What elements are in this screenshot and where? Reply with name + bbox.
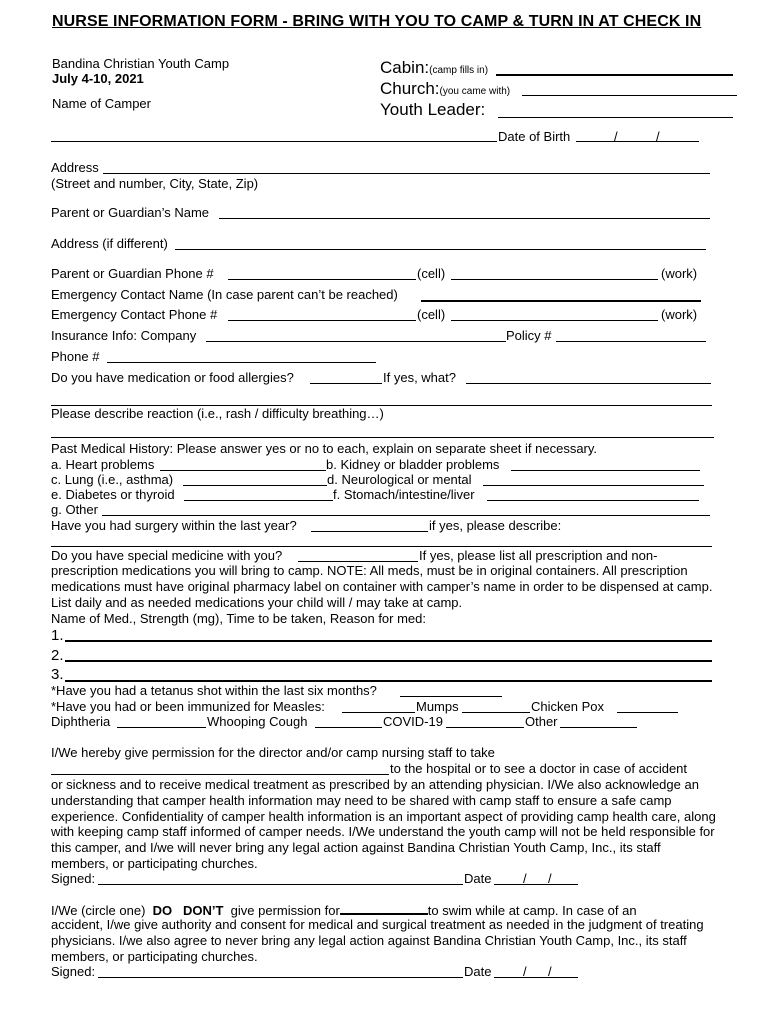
swim-body: accident, I/we give authority and consent for medical and surgical treatment as needed in the judgment of treating physicians. I/we also agree to never bring any legal action against Bandina Christian Youth Camp, Inc., its staff members, or participating churches. — [51, 917, 704, 964]
swim-do-option[interactable]: DO — [152, 903, 173, 918]
mumps-line[interactable] — [462, 712, 530, 713]
dob-slash-1: / — [614, 129, 618, 144]
mumps-label: Mumps — [416, 699, 459, 714]
history-c-label: c. Lung (i.e., asthma) — [51, 472, 174, 487]
diphtheria-label: Diphtheria — [51, 714, 111, 729]
swim-date-slash-1: / — [523, 964, 527, 979]
measles-line[interactable] — [342, 712, 415, 713]
other-immun-line[interactable] — [560, 727, 637, 728]
policy-line[interactable] — [556, 341, 706, 342]
surgery-label: Have you had surgery within the last year? — [51, 518, 297, 533]
dob-slash-2: / — [656, 129, 660, 144]
cabin-field: Cabin:(camp fills in) — [380, 58, 489, 77]
med-1-line[interactable] — [65, 640, 712, 642]
med-2-label: 2. — [51, 647, 64, 664]
address-different-label: Address (if different) — [51, 236, 168, 251]
permission-date-slash-2: / — [548, 871, 552, 886]
permission-date-slash-1: / — [523, 871, 527, 886]
reaction-line[interactable] — [51, 437, 714, 438]
chicken-pox-label: Chicken Pox — [531, 699, 604, 714]
work-label: (work) — [661, 266, 698, 281]
dob-line[interactable] — [576, 141, 699, 142]
address-note: (Street and number, City, State, Zip) — [51, 176, 259, 191]
history-d-line[interactable] — [483, 485, 704, 486]
other-immun-label: Other — [525, 714, 558, 729]
swim-signature-line[interactable] — [98, 977, 463, 978]
history-d-label: d. Neurological or mental — [327, 472, 472, 487]
history-intro: Past Medical History: Please answer yes or no to each, explain on separate sheet if necessary. — [51, 441, 598, 456]
insurance-company-line[interactable] — [206, 341, 506, 342]
phone-label: Phone # — [51, 349, 100, 364]
swim-first-line: I/We (circle one) DO DON’T give permission for to swim while at camp. In case of an — [51, 903, 637, 918]
address-line[interactable] — [103, 173, 710, 174]
history-c-line[interactable] — [183, 485, 327, 486]
surgery-answer-line[interactable] — [311, 531, 428, 532]
history-e-label: e. Diabetes or thyroid — [51, 487, 175, 502]
guardian-cell-line[interactable] — [228, 279, 416, 280]
history-a-line[interactable] — [160, 470, 326, 471]
policy-label: Policy # — [506, 328, 552, 343]
permission-line-1: I/We hereby give permission for the director and/or camp nursing staff to take — [51, 745, 495, 760]
allergies-what-line[interactable] — [466, 383, 711, 384]
surgery-describe-line[interactable] — [51, 546, 712, 547]
address-different-line[interactable] — [175, 249, 706, 250]
address-label: Address — [51, 160, 99, 175]
cell-label: (cell) — [417, 266, 446, 281]
permission-signed-label: Signed: — [51, 871, 96, 886]
medicine-answer-line[interactable] — [298, 561, 418, 562]
permission-date-line[interactable] — [494, 884, 578, 885]
history-f-line[interactable] — [487, 500, 699, 501]
swim-date-label: Date — [464, 964, 492, 979]
dob-label: Date of Birth — [498, 129, 571, 144]
allergies-ifyes-label: If yes, what? — [383, 370, 456, 385]
cabin-input-line[interactable] — [496, 74, 733, 76]
med-2-line[interactable] — [65, 660, 712, 662]
medicine-ifyes: If yes, please list all prescription and non- — [419, 548, 658, 563]
history-g-line[interactable] — [102, 515, 710, 516]
permission-camper-line[interactable] — [51, 774, 389, 775]
emergency-name-line[interactable] — [421, 300, 701, 302]
diphtheria-line[interactable] — [117, 727, 206, 728]
insurance-phone-line[interactable] — [107, 362, 376, 363]
chicken-pox-line[interactable] — [617, 712, 678, 713]
swim-date-slash-2: / — [548, 964, 552, 979]
swim-camper-line[interactable] — [340, 902, 428, 915]
emergency-cell-line[interactable] — [228, 320, 416, 321]
permission-date-label: Date — [464, 871, 492, 886]
permission-line-2: to the hospital or to see a doctor in case of accident — [390, 761, 688, 776]
insurance-label: Insurance Info: Company — [51, 328, 197, 343]
swim-signed-label: Signed: — [51, 964, 96, 979]
covid-line[interactable] — [446, 727, 524, 728]
med-3-line[interactable] — [65, 680, 712, 682]
camper-name-line[interactable] — [51, 141, 497, 142]
allergies-answer-line[interactable] — [310, 383, 382, 384]
emergency-cell-label: (cell) — [417, 307, 446, 322]
whooping-cough-line[interactable] — [315, 727, 382, 728]
emergency-name-label: Emergency Contact Name (In case parent can’t be reached) — [51, 287, 398, 302]
measles-label: *Have you had or been immunized for Measles: — [51, 699, 325, 714]
history-a-label: a. Heart problems — [51, 457, 155, 472]
medicine-paragraph: prescription medications you will bring to camp. NOTE: All meds, must be in original containers. All prescription medications must have original pharmacy label on container with camper’s name in order to be dispensed at camp. List daily and as needed medications your child will / may take at camp. — [51, 563, 713, 610]
camper-name-label: Name of Camper — [52, 96, 151, 111]
med-3-label: 3. — [51, 666, 64, 683]
tetanus-line[interactable] — [400, 696, 502, 697]
reaction-label: Please describe reaction (i.e., rash / difficulty breathing…) — [51, 406, 384, 421]
guardian-phone-label: Parent or Guardian Phone # — [51, 266, 214, 281]
medicine-question: Do you have special medicine with you? — [51, 548, 283, 563]
history-e-line[interactable] — [184, 500, 333, 501]
guardian-name-label: Parent or Guardian’s Name — [51, 205, 210, 220]
surgery-ifyes-label: if yes, please describe: — [429, 518, 562, 533]
swim-date-line[interactable] — [494, 977, 578, 978]
emergency-work-line[interactable] — [451, 320, 658, 321]
history-g-label: g. Other — [51, 502, 98, 517]
emergency-phone-label: Emergency Contact Phone # — [51, 307, 218, 322]
camp-name: Bandina Christian Youth Camp — [52, 56, 230, 71]
guardian-name-line[interactable] — [219, 218, 710, 219]
whooping-cough-label: Whooping Cough — [207, 714, 308, 729]
form-title: NURSE INFORMATION FORM - BRING WITH YOU TO CAMP & TURN IN AT CHECK IN — [52, 13, 702, 30]
church-field: Church:(you came with) — [380, 79, 511, 98]
youth-leader-input-line[interactable] — [498, 117, 733, 118]
med-1-label: 1. — [51, 627, 64, 644]
guardian-work-line[interactable] — [451, 279, 658, 280]
permission-signature-line[interactable] — [98, 884, 463, 885]
history-f-label: f. Stomach/intestine/liver — [333, 487, 475, 502]
history-b-label: b. Kidney or bladder problems — [326, 457, 500, 472]
emergency-work-label: (work) — [661, 307, 698, 322]
history-b-line[interactable] — [511, 470, 700, 471]
permission-body: or sickness and to receive medical treatment as prescribed by an attending physician. I/We also acknowledge an understanding that camper health information may need to be shared with camp staff to ensure a safe camp experience. Confidentiality of camper health information is an important aspect of providing camp health care, along with keeping camp staff informed of camper needs. I/We understand the youth camp will not be held responsible for this camper, and I/we will never bring any legal action against Bandina Christian Youth Camp, Inc., its staff members, or participating churches. — [51, 777, 716, 871]
covid-label: COVID-19 — [383, 714, 443, 729]
tetanus-label: *Have you had a tetanus shot within the last six months? — [51, 683, 377, 698]
church-input-line[interactable] — [522, 95, 737, 96]
camp-dates: July 4-10, 2021 — [52, 71, 144, 86]
swim-dont-option[interactable]: DON’T — [182, 903, 224, 918]
youth-leader-label: Youth Leader: — [380, 100, 486, 119]
allergies-label: Do you have medication or food allergies? — [51, 370, 294, 385]
medicine-name-line: Name of Med., Strength (mg), Time to be taken, Reason for med: — [51, 611, 427, 626]
